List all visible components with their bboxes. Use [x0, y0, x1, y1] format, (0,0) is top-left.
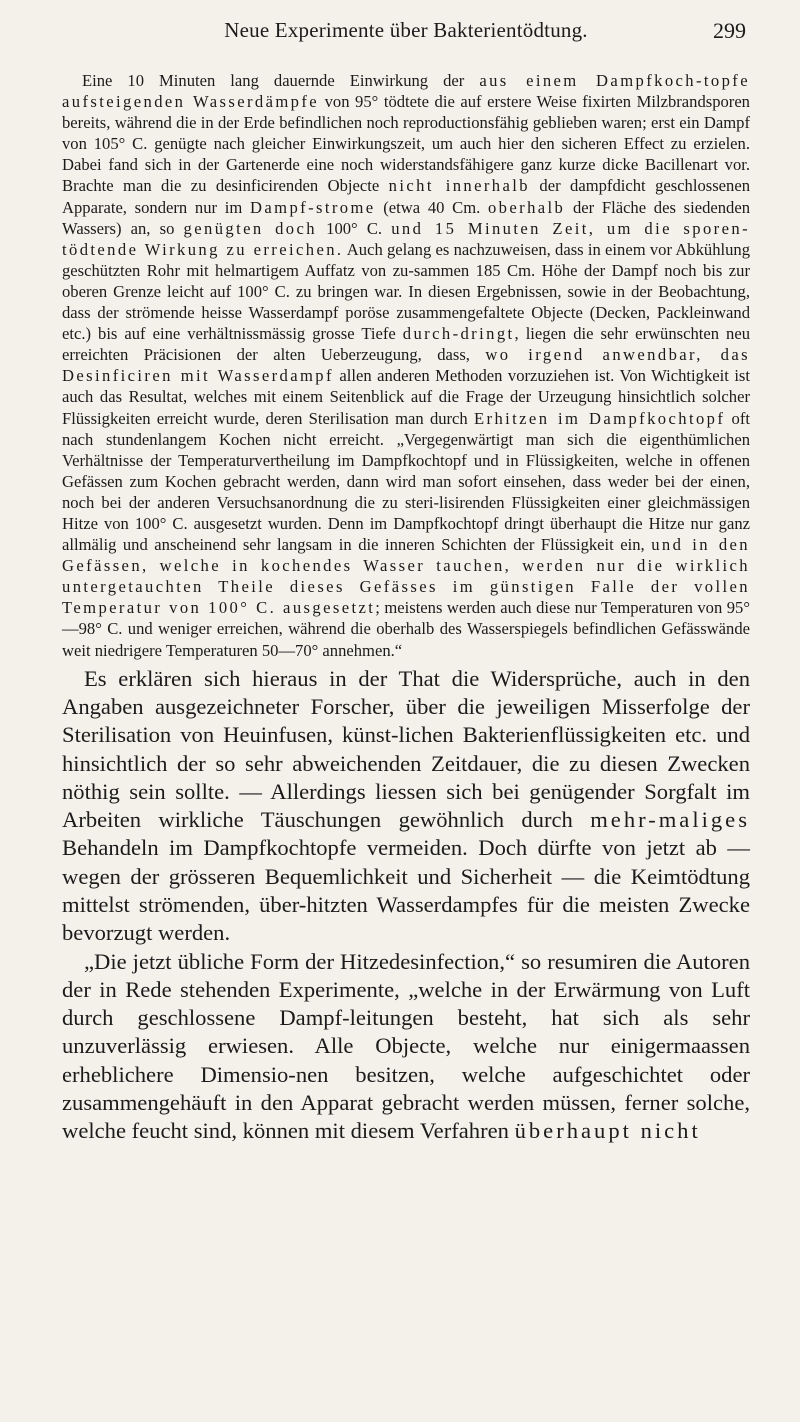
text-run: der dampfdicht geschlossenen Apparate, sondern nur im — [62, 176, 750, 217]
body-paragraph-1 — [62, 665, 750, 948]
page-number: 299 — [713, 18, 746, 43]
body-text-block — [62, 665, 750, 1146]
small-print-paragraph — [62, 70, 750, 661]
spaced-emphasis-run: Dampf-strome — [249, 197, 376, 217]
spaced-emphasis-run: genügten doch — [183, 218, 317, 238]
spaced-emphasis-run: durch-dringt — [402, 324, 515, 344]
spaced-emphasis-run: wo irgend anwendbar, das Desinficiren mit Wasserdampf — [62, 345, 750, 386]
text-run: Eine 10 Minuten lang dauernde Einwirkung der — [82, 71, 480, 90]
running-head — [62, 18, 750, 70]
text-run: Auch gelang es nachzuweisen, dass in einem vor Abkühlung geschützten Rohr mit helmartigem Auffatz von zu-sammen 185 Cm. Höhe der Dampf noch bis zur oberen Grenze leicht auf 100° C. zu bringen war. In diesen Ergebnissen, sowie in der Beobachtung, dass der strömende heisse Wasserdampf poröse zusammengefaltete Objecte (Decken, Packleinwand etc.) bis auf eine verhältnissmässig grosse Tiefe — [62, 239, 750, 344]
body-paragraph-2 — [62, 948, 750, 1146]
text-run: ; meistens werden auch diese nur Temperaturen von 95°—98° C. und weniger erreichen, während die oberhalb des Wasserspiegels befindlichen Gefässwände weit niedrigere Temperaturen 50—70° annehmen.“ — [62, 598, 750, 660]
text-run: Behandeln im Dampfkochtopfe vermeiden. Doch dürfte von jetzt ab — wegen der grösseren Bequemlichkeit und Sicherheit — die Keimtödtung mittelst strömenden, über-hitzten Wasserdampfes für die meisten Zwecke bevorzugt werden. — [62, 835, 750, 946]
text-run: , liegen die sehr erwünschten neu erreichten Präcisionen der alten Ueberzeugung, dass, — [62, 324, 750, 365]
spaced-emphasis-run: überhaupt nicht — [514, 1118, 701, 1144]
spaced-emphasis-run: Erhitzen im Dampfkochtopf — [473, 408, 726, 428]
spaced-emphasis-run: nicht innerhalb — [388, 176, 530, 196]
spaced-emphasis-run: und 15 Minuten Zeit, um die sporen-tödtende Wirkung zu erreichen. — [62, 218, 751, 259]
spaced-emphasis-run: mehr-maliges — [590, 807, 750, 833]
running-title: Neue Experimente über Bakterientödtung. — [224, 18, 588, 42]
spaced-emphasis-run: aus einem Dampfkoch-topfe aufsteigenden Wasserdämpfe — [62, 71, 750, 112]
text-run: von 95° tödtete die auf erstere Weise fixirten Milzbrandsporen bereits, während die in der Erde befindlichen noch reproductionsfähig geblieben waren; erst ein Dampf von 105° C. genügte nach gleicher Einwirkungszeit, um auch hier den sicheren Effect zu erzielen. Dabei fand sich in der Gartenerde eine noch widerstandsfähigere ganz kurze dicke Bacillenart vor. Brachte man die zu desinficirenden Objecte — [62, 92, 750, 196]
text-run: oft nach stundenlangem Kochen nicht erreicht. „Vergegenwärtigt man sich die eigenthümlichen Verhältnisse der Temperaturvertheilung im Dampfkochtopf und in Flüssigkeiten, welche in offenen Gefässen zum Kochen gebracht werden, dann wird man sofort einsehen, dass weder bei der einen, noch bei der anderen Versuchsanordnung die zu steri-lisirenden Flüssigkeiten einer gleichmässigen Hitze von 100° C. ausgesetzt wurden. Denn im Dampfkochtopf dringt überhaupt die Hitze nur ganz allmälig und anscheinend sehr langsam in die inneren Schichten der Flüssigkeit ein, — [62, 408, 750, 555]
text-run: „Die jetzt übliche Form der Hitzedesinfection,“ so resumiren die Autoren der in Rede stehenden Experimente, „welche in der Erwärmung von Luft durch geschlossene Dampf-leitungen besteht, hat sich als sehr unzuverlässig erwiesen. Alle Objecte, welche nur einigermaassen erheblichere Dimensio-nen besitzen, welche aufgeschichtet oder zusammengehäuft in den Apparat gebracht werden müssen, ferner solche, welche feucht sind, können mit diesem Verfahren — [62, 948, 750, 1144]
text-run: der Fläche des siedenden Wassers) an, so — [62, 197, 750, 238]
small-print-block — [62, 70, 750, 661]
spaced-emphasis-run: und in den Gefässen, welche in kochendes Wasser tauchen, werden nur die wirklich untergetauchten Theile dieses Gefässes im günstigen Falle der vollen Temperatur von 100° C. ausgesetzt — [62, 535, 751, 618]
text-run: 100° C. — [316, 218, 392, 238]
text-run: allen anderen Methoden vorzuziehen ist. Von Wichtigkeit ist auch das Resultat, welches mit einem Seitenblick auf die Frage der Urzeugung hinsichtlich solcher Flüssigkeiten erreicht wurde, deren Sterilisation man durch — [62, 366, 750, 428]
text-run: (etwa 40 Cm. — [375, 197, 488, 217]
text-run: Es erklären sich hieraus in der That die Widersprüche, auch in den Angaben ausgezeichneter Forscher, über die jeweiligen Misserfolge der Sterilisation von Heuinfusen, künst-lichen Bakterienflüssigkeiten etc. und hinsichtlich der so sehr abweichenden Zeitdauer, die zu diesen Zwecken nöthig sein sollte. — Allerdings liessen sich bei genügender Sorgfalt im Arbeiten wirkliche Täuschungen gewöhnlich durch — [62, 665, 750, 833]
spaced-emphasis-run: oberhalb — [487, 197, 566, 217]
